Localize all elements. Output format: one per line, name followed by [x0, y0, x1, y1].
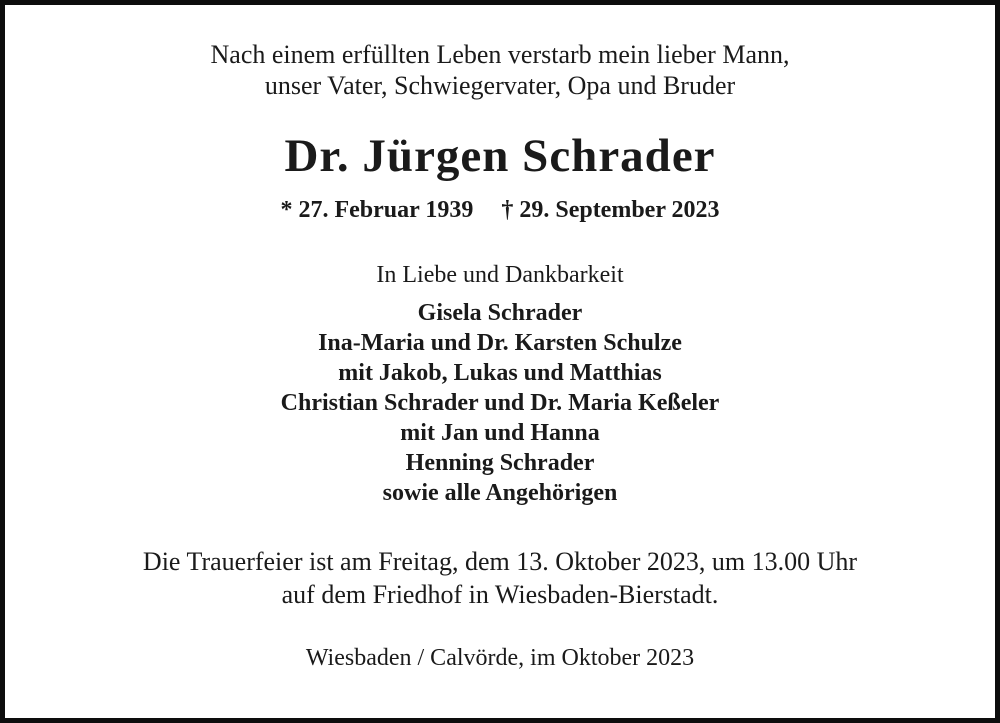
mourners-list	[5, 298, 995, 508]
death-date: † 29. September 2023	[501, 197, 720, 223]
mourner-line-1: Gisela Schrader	[417, 300, 583, 326]
mourner-line-6: Henning Schrader	[405, 450, 595, 476]
mourner-line-7: sowie alle Angehörigen	[382, 480, 618, 506]
mourner-line-2: Ina-Maria und Dr. Karsten Schulze	[318, 330, 682, 356]
funeral-line-1: Die Trauerfeier ist am Freitag, dem 13. Oktober 2023, um 13.00 Uhr	[142, 547, 858, 576]
mourner-line-4: Christian Schrader und Dr. Maria Keßeler	[280, 390, 720, 416]
birth-date: * 27. Februar 1939	[280, 197, 474, 223]
funeral-info	[5, 545, 995, 611]
mourner-line-5: mit Jan und Hanna	[400, 420, 600, 446]
deceased-name: Dr. Jürgen Schrader	[284, 130, 716, 182]
intro-text	[5, 39, 995, 101]
intro-line-1: Nach einem erfüllten Leben verstarb mein lieber Mann,	[210, 40, 790, 69]
funeral-line-2: auf dem Friedhof in Wiesbaden-Bierstadt.	[281, 580, 719, 609]
intro-line-2: unser Vater, Schwiegervater, Opa und Bruder	[264, 71, 736, 100]
dedication-text: In Liebe und Dankbarkeit	[376, 262, 624, 288]
closing-line: Wiesbaden / Calvörde, im Oktober 2023	[305, 645, 695, 671]
life-dates	[5, 195, 995, 225]
mourner-line-3: mit Jakob, Lukas und Matthias	[338, 360, 662, 386]
